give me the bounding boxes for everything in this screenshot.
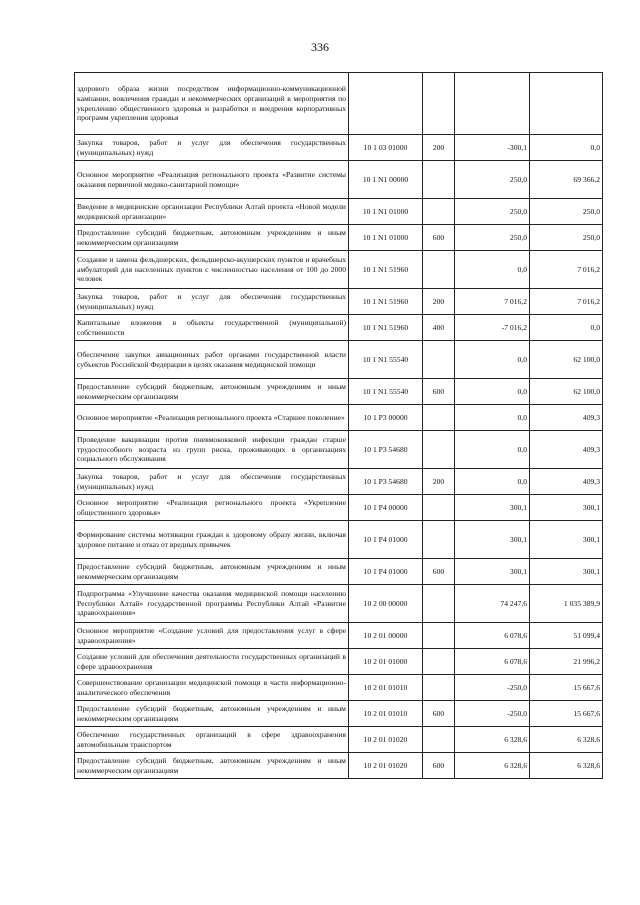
row-code-cell: 10 1 P4 01000 [349,521,423,559]
row-code-cell: 10 2 01 01000 [349,649,423,675]
row-amount-total-cell: 15 667,6 [530,701,603,727]
row-code-cell: 10 1 N1 01000 [349,225,423,251]
row-amount-change-cell: 0,0 [455,379,530,405]
row-name-cell: Предоставление субсидий бюджетным, автономным учреждениям и иным некоммерческим организациям [75,753,349,779]
row-amount-change-cell: -250,0 [455,701,530,727]
table-row [75,135,603,161]
row-amount-change-cell: 6 078,6 [455,623,530,649]
table-row [75,289,603,315]
row-name-cell: Формирование системы мотивации граждан к здоровому образу жизни, включая здоровое питание и отказ от вредных привычек [75,521,349,559]
row-name-cell: Закупка товаров, работ и услуг для обеспечения государственных (муниципальных) нужд [75,135,349,161]
row-expense-type-cell [423,623,455,649]
row-amount-total-cell: 6 328,6 [530,727,603,753]
row-expense-type-cell [423,251,455,289]
row-name-cell: Совершенствование организации медицинской помощи в части информационно-аналитического обеспечения [75,675,349,701]
table-row [75,199,603,225]
table-row [75,225,603,251]
row-amount-total-cell: 69 366,2 [530,161,603,199]
page-number: 336 [311,40,329,54]
table-row [75,341,603,379]
row-amount-change-cell: 6 328,6 [455,727,530,753]
row-name-cell: Основное мероприятие «Создание условий для предоставления услуг в сфере здравоохранения» [75,623,349,649]
row-expense-type-cell [423,521,455,559]
row-expense-type-cell: 600 [423,225,455,251]
row-code-cell: 10 1 N1 55540 [349,341,423,379]
row-amount-change-cell: 6 328,6 [455,753,530,779]
row-amount-total-cell: 7 016,2 [530,251,603,289]
row-amount-change-cell: 7 016,2 [455,289,530,315]
row-expense-type-cell: 200 [423,135,455,161]
row-name-cell: Подпрограмма «Улучшение качества оказания медицинской помощи населению Республики Алтай» государственной программы Республики Алтай «Развитие здравоохранения» [75,585,349,623]
table-row [75,379,603,405]
row-amount-change-cell: 300,1 [455,495,530,521]
row-amount-change-cell: 6 078,6 [455,649,530,675]
row-amount-change-cell: -250,0 [455,675,530,701]
row-expense-type-cell [423,199,455,225]
row-amount-change-cell [455,73,530,135]
row-name-cell: Капитальные вложения в объекты государственной (муниципальной) собственности [75,315,349,341]
row-name-cell: Основное мероприятие «Реализация регионального проекта «Развитие системы оказания первичной медико-санитарной помощи» [75,161,349,199]
row-name-cell: Обеспечение закупки авиационных работ органами государственной власти субъектов Российской Федерации в целях оказания медицинской помощи [75,341,349,379]
table-row [75,559,603,585]
row-code-cell: 10 1 P3 54680 [349,431,423,469]
row-amount-change-cell: 300,1 [455,559,530,585]
table-row [75,495,603,521]
row-code-cell [349,73,423,135]
row-amount-total-cell [530,73,603,135]
row-amount-total-cell: 51 099,4 [530,623,603,649]
row-expense-type-cell [423,161,455,199]
row-name-cell: Создание условий для обеспечения деятельности государственных организаций в сфере здравоохранения [75,649,349,675]
row-amount-total-cell: 62 100,0 [530,341,603,379]
row-code-cell: 10 1 N1 51960 [349,289,423,315]
table-row [75,521,603,559]
row-code-cell: 10 1 N1 55540 [349,379,423,405]
table-row [75,73,603,135]
row-expense-type-cell: 600 [423,753,455,779]
row-amount-total-cell: 0,0 [530,315,603,341]
row-amount-total-cell: 15 667,6 [530,675,603,701]
row-code-cell: 10 1 03 01000 [349,135,423,161]
row-amount-total-cell: 300,1 [530,559,603,585]
row-code-cell: 10 2 01 01010 [349,675,423,701]
table-row [75,753,603,779]
row-expense-type-cell [423,585,455,623]
row-expense-type-cell: 600 [423,559,455,585]
row-amount-change-cell: 0,0 [455,431,530,469]
row-expense-type-cell [423,405,455,431]
table-row [75,315,603,341]
table-row [75,675,603,701]
row-name-cell: Проведение вакцинации против пневмококковой инфекции граждан старше трудоспособного возраста из групп риска, проживающих в организациях социального обслуживания [75,431,349,469]
row-amount-change-cell: 300,1 [455,521,530,559]
row-expense-type-cell [423,495,455,521]
row-code-cell: 10 1 P4 01000 [349,559,423,585]
row-expense-type-cell: 400 [423,315,455,341]
row-amount-total-cell: 250,0 [530,225,603,251]
table-row [75,701,603,727]
row-name-cell: Создание и замена фельдшерских, фельдшерско-акушерских пунктов и врачебных амбулаторий для населенных пунктов с численностью населения от 100 до 2000 человек [75,251,349,289]
table-row [75,405,603,431]
table-row [75,649,603,675]
row-code-cell: 10 1 N1 00000 [349,161,423,199]
table-row [75,161,603,199]
table-row [75,623,603,649]
row-amount-change-cell: 250,0 [455,161,530,199]
row-name-cell: Обеспечение государственных организаций в сфере здравоохранения автомобильным транспортом [75,727,349,753]
row-amount-total-cell: 1 035 389,9 [530,585,603,623]
row-amount-change-cell: 74 247,6 [455,585,530,623]
row-name-cell: Закупка товаров, работ и услуг для обеспечения государственных (муниципальных) нужд [75,469,349,495]
row-amount-change-cell: -300,1 [455,135,530,161]
row-amount-total-cell: 250,0 [530,199,603,225]
row-name-cell: Введение в медицинские организации Республики Алтай проекта «Новой модели медицинской организации» [75,199,349,225]
row-code-cell: 10 2 00 00000 [349,585,423,623]
row-code-cell: 10 2 01 01020 [349,727,423,753]
row-name-cell: Предоставление субсидий бюджетным, автономным учреждениям и иным некоммерческим организациям [75,225,349,251]
row-expense-type-cell [423,649,455,675]
budget-table [74,72,603,779]
row-code-cell: 10 2 01 00000 [349,623,423,649]
row-expense-type-cell: 600 [423,379,455,405]
row-amount-total-cell: 409,3 [530,431,603,469]
row-amount-change-cell: 250,0 [455,225,530,251]
row-expense-type-cell: 200 [423,469,455,495]
row-amount-total-cell: 409,3 [530,469,603,495]
table-row [75,431,603,469]
row-amount-total-cell: 300,1 [530,521,603,559]
row-code-cell: 10 2 01 01020 [349,753,423,779]
table-row [75,727,603,753]
row-code-cell: 10 1 N1 51960 [349,315,423,341]
row-expense-type-cell [423,675,455,701]
row-name-cell: Основное мероприятие «Реализация регионального проекта «Старшее поколение» [75,405,349,431]
row-code-cell: 10 2 01 01010 [349,701,423,727]
row-amount-total-cell: 300,1 [530,495,603,521]
row-name-cell: Предоставление субсидий бюджетным, автономным учреждениям и иным некоммерческим организациям [75,559,349,585]
row-amount-total-cell: 409,3 [530,405,603,431]
row-amount-change-cell: 0,0 [455,341,530,379]
row-name-cell: Основное мероприятие «Реализация регионального проекта «Укрепление общественного здоровья» [75,495,349,521]
row-name-cell: Закупка товаров, работ и услуг для обеспечения государственных (муниципальных) нужд [75,289,349,315]
row-expense-type-cell: 600 [423,701,455,727]
row-amount-change-cell: 0,0 [455,405,530,431]
table-row [75,469,603,495]
table-row [75,585,603,623]
row-amount-total-cell: 6 328,6 [530,753,603,779]
row-amount-total-cell: 7 016,2 [530,289,603,315]
row-name-cell: Предоставление субсидий бюджетным, автономным учреждениям и иным некоммерческим организациям [75,701,349,727]
row-amount-total-cell: 62 100,0 [530,379,603,405]
row-name-cell: здорового образа жизни посредством информационно-коммуникационной кампании, вовлечения граждан и некоммерческих организаций в мероприятия по укреплению общественного здоровья и разработки и внедрения корпоративных программ укрепления здоровья [75,73,349,135]
row-amount-total-cell: 21 996,2 [530,649,603,675]
row-expense-type-cell [423,341,455,379]
row-code-cell: 10 1 P3 54680 [349,469,423,495]
row-amount-change-cell: 0,0 [455,469,530,495]
row-code-cell: 10 1 P4 00000 [349,495,423,521]
row-expense-type-cell [423,727,455,753]
row-code-cell: 10 1 P3 00000 [349,405,423,431]
row-amount-total-cell: 0,0 [530,135,603,161]
budget-table-body [75,73,603,779]
row-expense-type-cell: 200 [423,289,455,315]
row-name-cell: Предоставление субсидий бюджетным, автономным учреждениям и иным некоммерческим организациям [75,379,349,405]
row-code-cell: 10 1 N1 01000 [349,199,423,225]
row-amount-change-cell: -7 016,2 [455,315,530,341]
row-code-cell: 10 1 N1 51960 [349,251,423,289]
row-expense-type-cell [423,73,455,135]
row-amount-change-cell: 250,0 [455,199,530,225]
row-amount-change-cell: 0,0 [455,251,530,289]
table-row [75,251,603,289]
row-expense-type-cell [423,431,455,469]
